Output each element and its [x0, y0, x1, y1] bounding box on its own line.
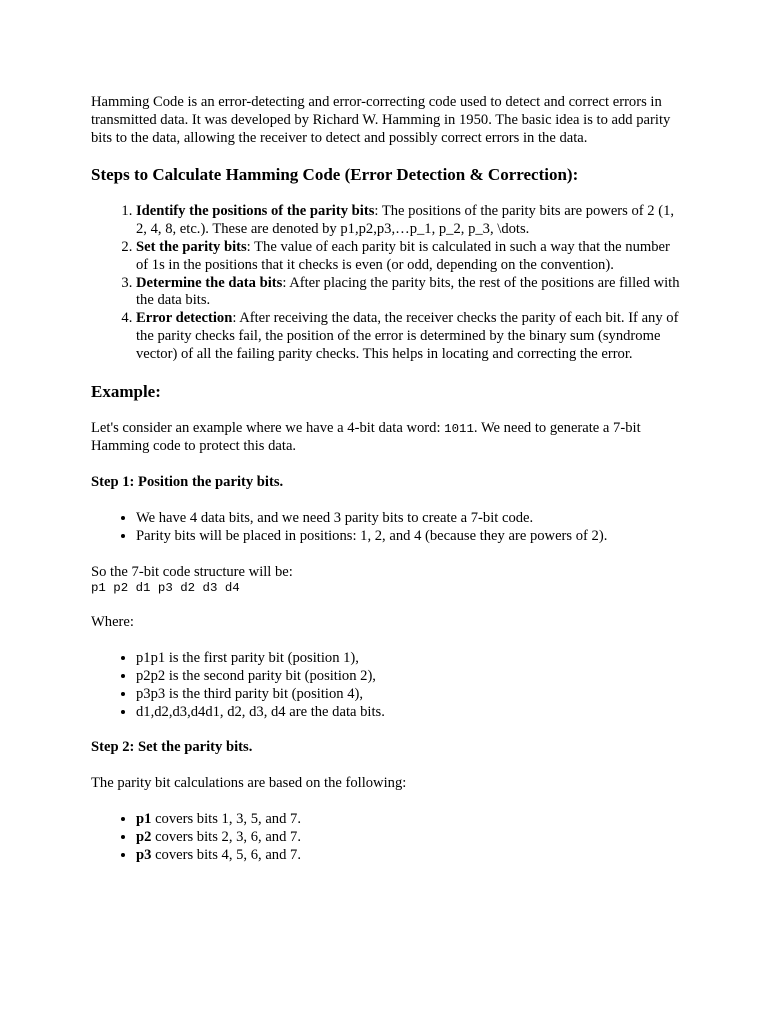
step-title: Determine the data bits [136, 274, 283, 291]
step-title: Error detection [136, 310, 233, 327]
coverage-text: covers bits 1, 3, 5, and 7. [151, 810, 301, 827]
parity-bit-name: p2 [136, 828, 152, 845]
spacer [91, 596, 681, 614]
step1-heading-text: Step 1: Position the parity bits. [91, 474, 284, 491]
list-item [136, 811, 681, 829]
list-item: • p1p1 is the first parity bit (position 1), [136, 650, 681, 668]
step-text: : The positions of the parity bits are powers of 2 (1, 2, 4, 8, etc.). These are denoted by p1,p2,p3,…p_1, p_2, p_3, \dots. [136, 203, 675, 238]
step-title: Identify the positions of the parity bits [136, 203, 375, 220]
coverage-text: covers bits 2, 3, 6, and 7. [151, 828, 301, 845]
structure-code: p1 p2 d1 p3 d2 d3 d4 [91, 581, 240, 596]
example-intro [91, 420, 681, 457]
spacer [91, 757, 681, 775]
spacer [91, 721, 681, 739]
list-item: • p3p3 is the third parity bit (position 4), [136, 686, 681, 704]
parity-bit-name: p1 [136, 810, 152, 827]
spacer [91, 632, 681, 650]
list-item: • d1,d2,d3,d4d1, d2, d3, d4 are the data bits. [136, 704, 681, 722]
steps-heading: Steps to Calculate Hamming Code (Error Detection & Correction): [91, 165, 579, 185]
coverage-bullets [91, 811, 681, 864]
step-text: : After receiving the data, the receiver checks the parity of each bit. If any of the parity checks fail, the position of the error is determined by the binary sum (syndrome vector) of all the failing parity checks. This helps in locating and correcting the error. [136, 310, 679, 362]
list-item: • p2p2 is the second parity bit (position 2), [136, 668, 681, 686]
step-text: : After placing the parity bits, the rest of the positions are filled with the data bits. [136, 274, 680, 309]
step-item [136, 203, 681, 239]
where-bullets [91, 650, 681, 721]
step1-heading [91, 474, 681, 492]
list-item: • We have 4 data bits, and we need 3 parity bits to create a 7-bit code. [136, 510, 681, 528]
step2-intro: The parity bit calculations are based on the following: [91, 775, 407, 792]
step1-bullets [91, 510, 681, 546]
structure-label: So the 7-bit code structure will be: [91, 563, 293, 580]
data-word: 1011 [444, 421, 474, 436]
step-item [136, 239, 681, 275]
example-heading: Example: [91, 381, 161, 401]
step-item [136, 310, 681, 363]
spacer [91, 546, 681, 564]
steps-list [91, 203, 681, 363]
spacer [91, 456, 681, 474]
list-item [136, 829, 681, 847]
step2-heading-text: Step 2: Set the parity bits. [91, 739, 253, 756]
example-intro-after: . We need to generate a 7-bit Hamming code to protect this data. [91, 419, 641, 455]
list-item [136, 847, 681, 865]
step2-heading [91, 739, 681, 757]
example-intro-before: Let's consider an example where we have a 4-bit data word: [91, 419, 445, 436]
step-item [136, 275, 681, 311]
step-title: Set the parity bits [136, 238, 247, 255]
parity-bit-name: p3 [136, 846, 152, 863]
coverage-text: covers bits 4, 5, 6, and 7. [151, 846, 301, 863]
step-text: : The value of each parity bit is calculated in such a way that the number of 1s in the positions that it checks is even (or odd, depending on the convention). [136, 238, 670, 273]
where-label: Where: [91, 614, 134, 631]
spacer [91, 492, 681, 510]
spacer [91, 793, 681, 811]
intro-paragraph: Hamming Code is an error-detecting and error-correcting code used to detect and correct errors in transmitted data. It was developed by Richard W. Hamming in 1950. The basic idea is to add parity bits to the data, allowing the receiver to detect and possibly correct errors in the data. [91, 94, 671, 146]
list-item: • Parity bits will be placed in positions: 1, 2, and 4 (because they are powers of 2). [136, 528, 681, 546]
document-page [91, 94, 681, 864]
